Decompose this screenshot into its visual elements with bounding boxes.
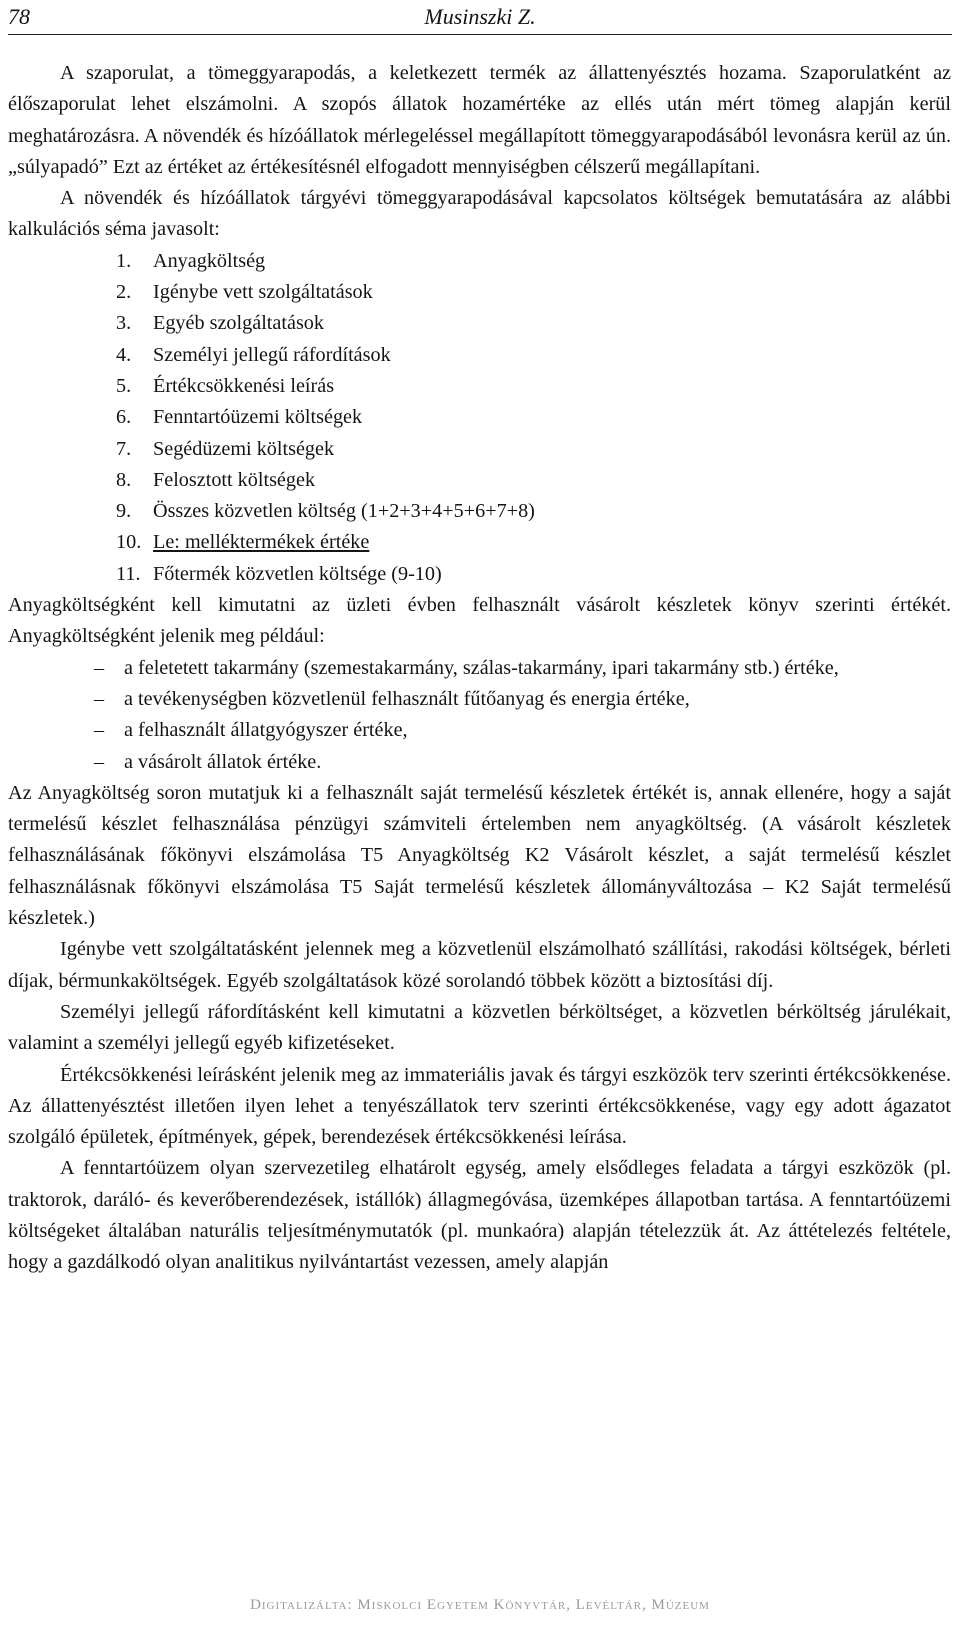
list-item (116, 308, 951, 339)
list-item-text: Személyi jellegű ráfordítások (153, 343, 391, 366)
running-title: Musinszki Z. (424, 4, 536, 29)
dash-bullet: – (94, 719, 105, 742)
page-number: 78 (8, 4, 30, 29)
list-item-number: 4. (116, 343, 132, 366)
list-item-number: 6. (116, 406, 132, 429)
list-item (94, 653, 951, 684)
list-item-text: a vásárolt állatok értéke. (124, 750, 322, 773)
material-cost-examples-list (8, 653, 951, 778)
digitization-footer: Digitalizálta: Miskolci Egyetem Könyvtár, Levéltár, Múzeum (250, 1597, 710, 1613)
list-item-text: a feletetett takarmány (szemestakarmány, szálas-takarmány, ipari takarmány stb.) értéke, (124, 656, 839, 679)
list-item (116, 340, 951, 371)
paragraph-personnel-costs: Személyi jellegű ráfordításként kell kimutatni a közvetlen bérköltséget, a közvetlen bérköltség járulékait, valamint a személyi jellegű egyéb kifizetéseket. (8, 1000, 951, 1055)
list-item-text: Fenntartóüzemi költségek (153, 406, 363, 429)
list-item (116, 246, 951, 277)
list-item (94, 715, 951, 746)
list-item (116, 277, 951, 308)
list-item-text: a felhasznált állatgyógyszer értéke, (124, 719, 408, 742)
list-item (116, 559, 951, 590)
list-item-text: Összes közvetlen költség (1+2+3+4+5+6+7+8) (153, 500, 535, 523)
list-item-number: 10. (116, 531, 142, 554)
list-item-text: Anyagköltség (153, 249, 266, 272)
list-item (116, 527, 951, 558)
list-item-text: a tevékenységben közvetlenül felhasznált fűtőanyag és energia értéke, (124, 687, 690, 710)
list-item-text: Értékcsökkenési leírás (153, 374, 335, 397)
list-item-number: 3. (116, 312, 132, 335)
paragraph-calculation-intro: A növendék és hízóállatok tárgyévi tömeggyarapodásával kapcsolatos költségek bemutatására az alábbi kalkulációs séma javasolt: (8, 187, 951, 241)
paragraph-depreciation: Értékcsökkenési leírásként jelenik meg az immateriális javak és tárgyi eszközök terv szerinti értékcsökkenése. Az állattenyésztést illetően ilyen lehet a tenyészállatok terv szerinti értékcsökkenése, vagy egy adott ágazatot szolgáló épületek, építmények, gépek, berendezések értékcsökkenési leírása. (8, 1063, 951, 1149)
list-item-text: Segédüzemi költségek (153, 437, 335, 460)
list-item (116, 402, 951, 433)
list-item (94, 684, 951, 715)
list-item (116, 371, 951, 402)
list-item-number: 11. (116, 562, 141, 585)
list-item-text: Főtermék közvetlen költsége (9-10) (153, 562, 442, 585)
paragraph-services: Igénybe vett szolgáltatásként jelennek meg a közvetlenül elszámolható szállítási, rakodási költségek, bérleti díjak, bérmunkaköltségek. Egyéb szolgáltatások közé sorolandó többek között a biztosítási díj. (8, 938, 951, 992)
list-item-number: 8. (116, 468, 132, 491)
list-item (94, 747, 951, 778)
list-item-text: Egyéb szolgáltatások (153, 312, 324, 335)
list-item-text: Le: melléktermékek értéke (153, 531, 370, 554)
list-item (116, 465, 951, 496)
list-item (116, 434, 951, 465)
list-item-number: 5. (116, 374, 132, 397)
list-item (116, 496, 951, 527)
paragraph-own-produced-stock: Az Anyagköltség soron mutatjuk ki a felhasznált saját termelésű készletek értékét is, annak ellenére, hogy a saját termelésű készlet felhasználása pénzügyi számviteli értelemben nem anyagköltség. (A vásárolt készletek felhasználásának főkönyvi elszámolása T5 Anyagköltség K2 Vásárolt készlet, a saját termelésű készlet felhasználásnak főkönyvi elszámolása T5 Saját termelésű készletek állományváltozása – K2 Saját termelésű készletek.) (8, 781, 951, 930)
paragraph-maintenance-unit: A fenntartóüzem olyan szervezetileg elhatárolt egység, amely elsődleges feladata a tárgyi eszközök (pl. traktorok, daráló- és keverőberendezések, istállók) állagmegóvása, üzemképes állapotban tartása. A fenntartóüzemi költségeket általában naturális teljesítménymutatók (pl. munkaóra) alapján tételezzük át. Az áttételezés feltétele, hogy a gazdálkodó olyan analitikus nyilvántartást vezessen, amely alapján (8, 1157, 951, 1274)
calculation-scheme-list (8, 246, 951, 590)
list-item-number: 1. (116, 249, 132, 272)
page-header (8, 0, 952, 35)
dash-bullet: – (94, 750, 105, 773)
list-item-text: Igénybe vett szolgáltatások (153, 281, 373, 304)
paragraph-material-cost-intro: Anyagköltségként kell kimutatni az üzleti évben felhasznált vásárolt készletek könyv szerinti értékét. Anyagköltségként jelenik meg például: (8, 594, 951, 648)
list-item-text: Felosztott költségek (153, 468, 316, 491)
dash-bullet: – (94, 656, 105, 679)
list-item-number: 2. (116, 281, 132, 304)
dash-bullet: – (94, 687, 105, 710)
page-body (8, 58, 951, 1279)
paragraph-yield-definition: A szaporulat, a tömeggyarapodás, a keletkezett termék az állattenyésztés hozama. Szaporulatként az élőszaporulat lehet elszámolni. A szopós állatok hozamértéke az ellés után mért tömeg alapján kerül meghatározásra. A növendék és hízóállatok mérlegeléssel megállapított tömeggyarapodásából levonásra kerül az ún. „súlyapadó” Ezt az értéket az értékesítésnél elfogadott mennyiségben célszerű megállapítani. (8, 62, 951, 178)
list-item-number: 7. (116, 437, 132, 460)
list-item-number: 9. (116, 500, 132, 523)
